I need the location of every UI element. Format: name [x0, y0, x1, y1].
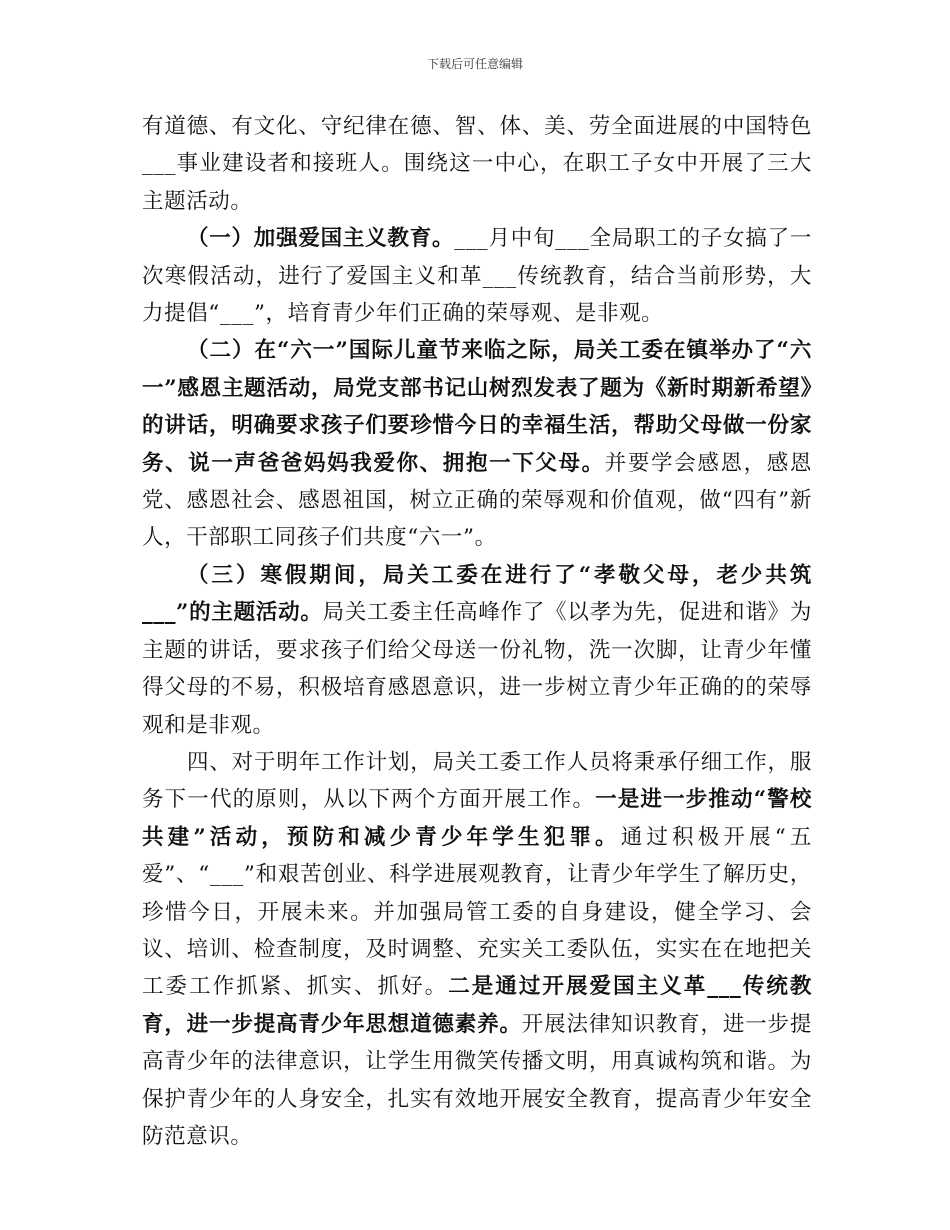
plan-point-1: 一是进一步推动“警校共建”活动，预防和减少青少年学生犯罪。: [142, 787, 812, 850]
paragraph-plan: [142, 744, 812, 1155]
paragraph-item-1: [142, 220, 812, 332]
plan-point-2-text: 开展法律知识教育，进一步提高青少年的法律意识，让学生用微笑传播文明，用真诚构筑和谐。为保护青少年的人身安全，扎实有效地开展安全教育，提高青少年安全防范意识。: [142, 1011, 812, 1149]
item-2-text: 并要学会感恩，感恩党、感恩社会、感恩祖国，树立正确的荣辱观和价值观，做“四有”新人，干部职工同孩子们共度“六一”。: [142, 450, 812, 551]
page-header: 下载后可任意编辑: [426, 57, 523, 71]
item-3-text: 局关工委主任高峰作了《以孝为先，促进和谐》为主题的讲话，要求孩子们给父母送一份礼物，洗一次脚，让青少年懂得父母的不易，积极培育感恩意识，进一步树立青少年正确的的荣辱观和是非观。: [142, 600, 813, 738]
plan-intro-text: 四、对于明年工作计划，局关工委工作人员将秉承仔细工作，服务下一代的原则，从以下两个方面开展工作。: [142, 749, 812, 813]
item-2-heading: （二）在“六一”国际儿童节来临之际，局关工委在镇举办了“六一”感恩主题活动，局党支部书记山树烈发表了题为《新时期新希望》的讲话，明确要求孩子们要珍惜今日的幸福生活，帮助父母做一份家务、说一声爸爸妈妈我爱你、拥抱一下父母。: [142, 338, 812, 476]
paragraph-item-3: [142, 557, 812, 744]
paragraph-intro: 有道德、有文化、守纪律在德、智、体、美、劳全面进展的中国特色___事业建设者和接班人。围绕这一中心，在职工子女中开展了三大主题活动。: [142, 114, 812, 214]
item-1-text: ___月中旬___全局职工的子女搞了一次寒假活动，进行了爱国主义和革___传统教育，结合当前形势，大力提倡“___”，培育青少年们正确的荣辱观、是非观。: [142, 226, 812, 327]
item-1-heading: （一）加强爱国主义教育。: [187, 226, 455, 252]
plan-point-2: 二是通过开展爱国主义革___传统教育，进一步提高青少年思想道德素养。: [142, 974, 812, 1037]
item-3-heading: （三）寒假期间，局关工委在进行了“孝敬父母，老少共筑___”的主题活动。: [142, 562, 812, 626]
paragraph-item-2: [142, 332, 812, 556]
document-body: [142, 108, 812, 1155]
plan-point-1-text: 通过积极开展“五爱”、“___”和艰苦创业、科学进展观教育，让青少年学生了解历史，珍惜今日，开展未来。并加强局管工委的自身建设，健全学习、会议、培训、检查制度，及时调整、充实关工委队伍，实实在在地把关工委工作抓紧、抓实、抓好。: [142, 824, 812, 1000]
